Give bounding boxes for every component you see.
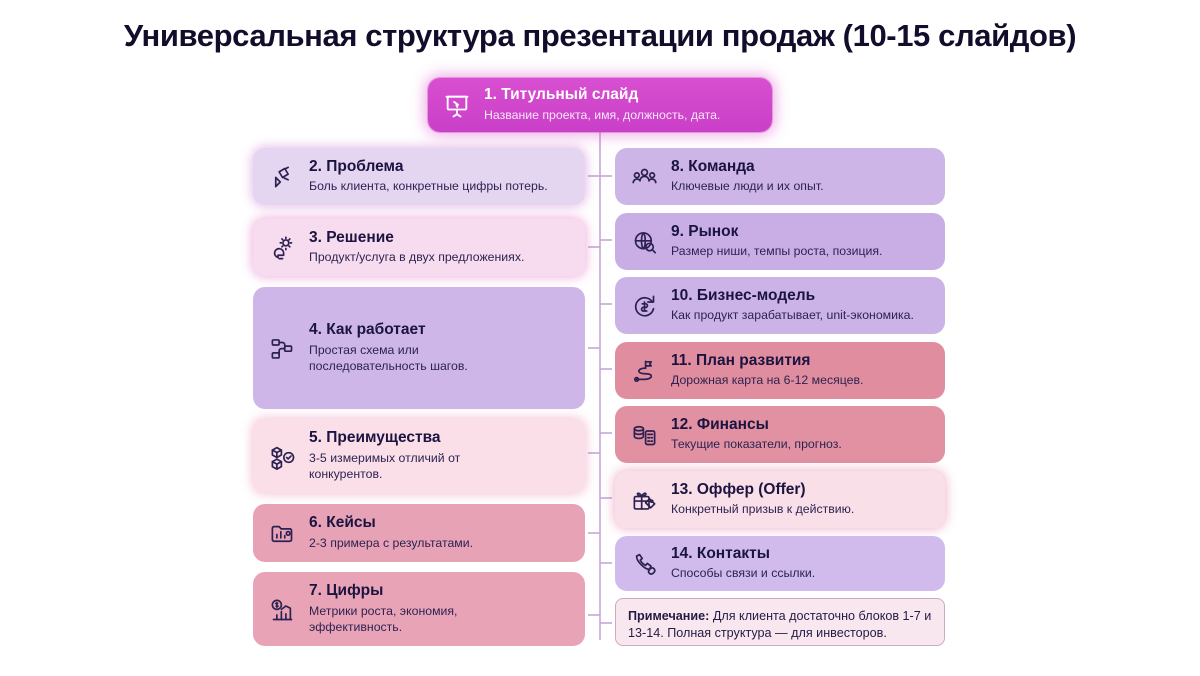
card-title: 10. Бизнес-модель xyxy=(671,286,816,304)
presentation-screen-icon xyxy=(440,89,474,123)
card-offer[interactable] xyxy=(615,471,945,528)
card-subtitle: 3-5 измеримых отличий от конкурентов. xyxy=(309,451,461,481)
card-title: 7. Цифры xyxy=(309,582,384,600)
card-subtitle: Как продукт зарабатывает, unit-экономика. xyxy=(671,308,914,323)
card-title: 6. Кейсы xyxy=(309,514,376,532)
card-subtitle: Конкретный призыв к действию. xyxy=(671,502,855,517)
card-subtitle: Текущие показатели, прогноз. xyxy=(671,437,842,452)
card-title: 12. Финансы xyxy=(671,415,769,433)
card-numbers[interactable] xyxy=(253,572,585,646)
card-title-slide[interactable] xyxy=(428,78,772,132)
card-title: 13. Оффер (Offer) xyxy=(671,480,806,498)
card-subtitle: Продукт/услуга в двух предложениях. xyxy=(309,250,525,265)
card-cases[interactable] xyxy=(253,504,585,562)
gift-tag-icon xyxy=(627,484,661,518)
card-subtitle: Простая схема или последовательность шагов. xyxy=(309,343,468,373)
folder-chart-icon xyxy=(265,517,299,551)
card-advantages[interactable] xyxy=(253,419,585,493)
flowchart-icon xyxy=(265,332,299,366)
coins-calculator-icon xyxy=(627,419,661,453)
broken-link-down-arrow-icon xyxy=(265,161,299,195)
card-subtitle: Способы связи и ссылки. xyxy=(671,566,816,581)
card-subtitle: Название проекта, имя, должность, дата. xyxy=(484,107,721,122)
card-how-it-works[interactable] xyxy=(253,287,585,409)
note-label: Примечание: xyxy=(628,609,710,623)
card-team[interactable] xyxy=(615,148,945,205)
card-problem[interactable] xyxy=(253,148,585,205)
page-title: Универсальная структура презентации продаж (10-15 слайдов) xyxy=(123,18,1077,53)
globe-search-icon xyxy=(627,226,661,260)
card-title: 9. Рынок xyxy=(671,222,739,240)
card-market[interactable] xyxy=(615,213,945,270)
note-box xyxy=(615,598,945,646)
card-title: 11. План развития xyxy=(671,351,811,369)
boxes-check-icon xyxy=(265,440,299,474)
lightbulb-gear-icon xyxy=(265,232,299,266)
card-title: 2. Проблема xyxy=(309,157,404,175)
card-business-model[interactable] xyxy=(615,277,945,334)
card-title: 4. Как работает xyxy=(309,321,426,339)
card-subtitle: Дорожная карта на 6-12 месяцев. xyxy=(671,373,864,388)
card-title: 3. Решение xyxy=(309,228,394,246)
card-contacts[interactable] xyxy=(615,536,945,591)
card-subtitle: Размер ниши, темпы роста, позиция. xyxy=(671,244,883,259)
card-title: 8. Команда xyxy=(671,157,755,175)
card-subtitle: 2-3 примера с результатами. xyxy=(309,535,474,550)
dollar-cycle-icon xyxy=(627,290,661,324)
card-title: 14. Контакты xyxy=(671,544,770,562)
card-subtitle: Боль клиента, конкретные цифры потерь. xyxy=(309,179,548,194)
card-solution[interactable] xyxy=(253,219,585,276)
people-group-icon xyxy=(627,161,661,195)
card-finance[interactable] xyxy=(615,406,945,463)
card-subtitle: Метрики роста, экономия, эффективность. xyxy=(309,604,458,634)
card-title: 1. Титульный слайд xyxy=(484,86,639,104)
note-text: Для клиента достаточно блоков 1-7 и 13-14. Полная структура — для инвесторов. xyxy=(628,609,932,640)
phone-link-icon xyxy=(627,548,661,582)
growth-chart-dollar-icon xyxy=(265,593,299,627)
road-flag-icon xyxy=(627,355,661,389)
card-subtitle: Ключевые люди и их опыт. xyxy=(671,179,824,194)
card-roadmap[interactable] xyxy=(615,342,945,399)
card-title: 5. Преимущества xyxy=(309,429,441,447)
